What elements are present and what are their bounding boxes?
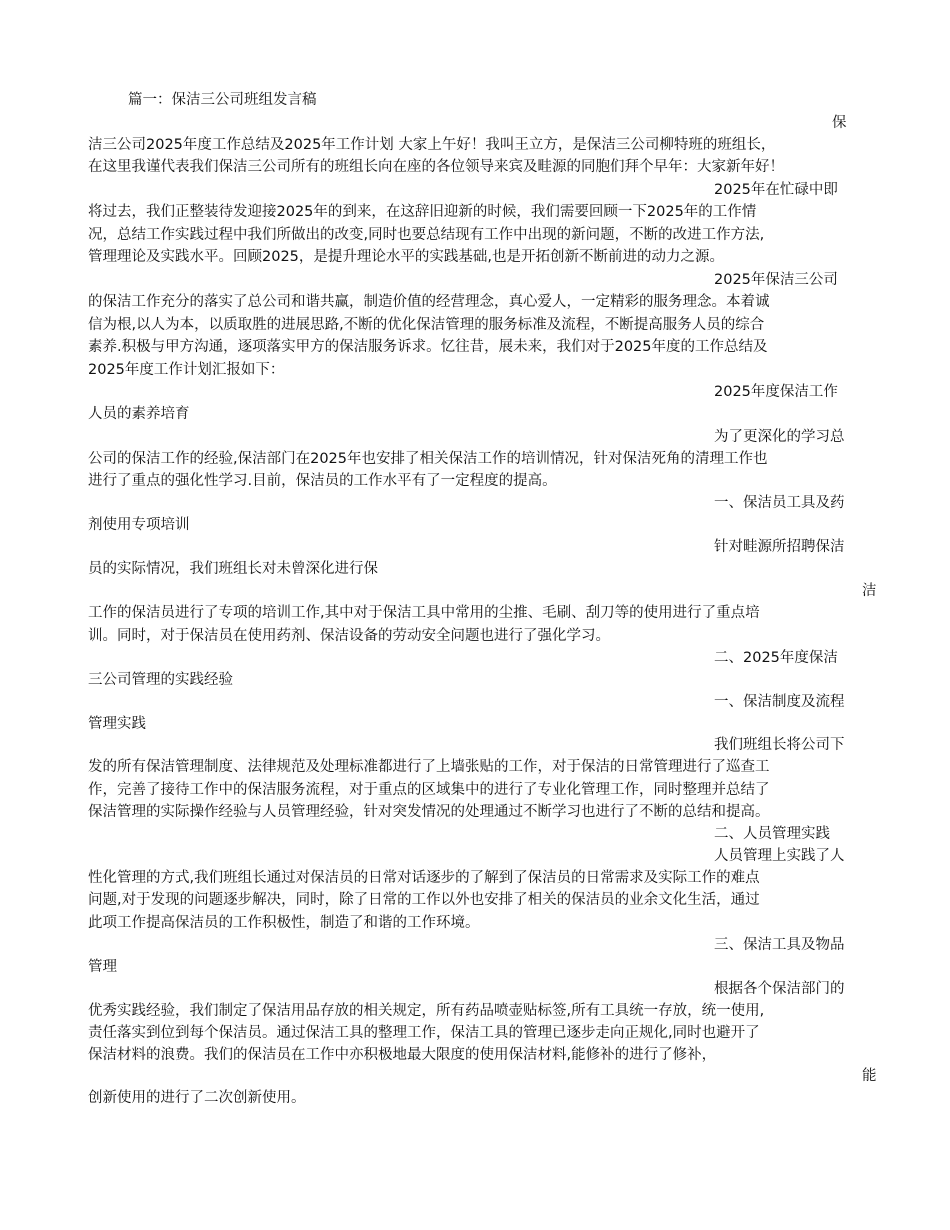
text-line: 针对畦源所招聘保洁	[714, 539, 845, 555]
text-line: 二、人员管理实践	[714, 826, 830, 842]
text-line: 训。同时，对于保洁员在使用药剂、保洁设备的劳动安全问题也进行了强化学习。	[88, 628, 610, 644]
text-line: 进行了重点的强化性学习.目前，保洁员的工作水平有了一定程度的提高。	[88, 473, 557, 489]
text-line: 的保洁工作充分的落实了总公司和谐共赢，制造价值的经营理念，真心爱人，一定精彩的服务理念。本着诚	[88, 294, 770, 310]
document-title: 篇一：保洁三公司班组发言稿	[128, 92, 317, 108]
text-line: 管理实践	[88, 716, 146, 732]
text-line: 一、保洁员工具及药	[714, 495, 845, 511]
text-line: 二、2025年度保洁	[714, 650, 838, 666]
text-line: 三公司管理的实践经验	[88, 672, 233, 688]
text-line: 员的实际情况，我们班组长对未曾深化进行保	[88, 561, 378, 577]
text-line: 2025年在忙碌中即	[714, 182, 838, 198]
text-line: 一、保洁制度及流程	[714, 694, 845, 710]
text-line: 2025年度工作计划汇报如下：	[88, 362, 285, 378]
text-line: 人员管理上实践了人	[714, 848, 845, 864]
text-line: 能	[862, 1068, 877, 1084]
text-line: 在这里我谨代表我们保洁三公司所有的班组长向在座的各位领导来宾及畦源的同胞们拜个早年：大家新年好！	[88, 159, 784, 175]
text-line: 保	[832, 115, 847, 131]
text-line: 将过去，我们正整装待发迎接2025年的到来，在这辞旧迎新的时候，我们需要回顾一下2025年的工作情	[88, 204, 757, 220]
text-line: 此项工作提高保洁员的工作积极性，制造了和谐的工作环境。	[88, 915, 480, 931]
text-line: 保洁管理的实际操作经验与人员管理经验，针对突发情况的处理通过不断学习也进行了不断的总结和提高。	[88, 804, 770, 820]
text-line: 三、保洁工具及物品	[714, 937, 845, 953]
text-line: 2025年保洁三公司	[714, 272, 838, 288]
text-line: 问题,对于发现的问题逐步解决，同时，除了日常的工作以外也安排了相关的保洁员的业余文化生活，通过	[88, 892, 760, 908]
text-line: 工作的保洁员进行了专项的培训工作,其中对于保洁工具中常用的尘推、毛刷、刮刀等的使用进行了重点培	[88, 605, 760, 621]
text-line: 况，总结工作实践过程中我们所做出的改变,同时也要总结现有工作中出现的新问题，不断的改进工作方法,	[88, 227, 765, 243]
text-line: 责任落实到位到每个保洁员。通过保洁工具的整理工作，保洁工具的管理已逐步走向正规化,同时也避开了	[88, 1025, 760, 1041]
text-line: 为了更深化的学习总	[714, 429, 845, 445]
text-line: 作，完善了接待工作中的保洁服务流程，对于重点的区域集中的进行了专业化管理工作，同时整理并总结了	[88, 782, 770, 798]
text-line: 信为根,以人为本，以质取胜的进展思路,不断的优化保洁管理的服务标准及流程，不断提高服务人员的综合	[88, 317, 765, 333]
text-line: 素养.积极与甲方沟通，逐项落实甲方的保洁服务诉求。忆往昔，展未来，我们对于2025年度的工作总结及	[88, 339, 768, 355]
text-line: 管理	[88, 959, 117, 975]
text-line: 剂使用专项培训	[88, 517, 190, 533]
text-line: 性化管理的方式,我们班组长通过对保洁员的日常对话逐步的了解到了保洁员的日常需求及实际工作的难点	[88, 870, 760, 886]
text-line: 公司的保洁工作的经验,保洁部门在2025年也安排了相关保洁工作的培训情况，针对保洁死角的清理工作也	[88, 451, 768, 467]
text-line: 管理理论及实践水平。回顾2025，是提升理论水平的实践基础,也是开拓创新不断前进的动力之源。	[88, 249, 725, 265]
text-line: 洁	[862, 583, 877, 599]
text-line: 2025年度保洁工作	[714, 384, 838, 400]
text-line: 创新使用的进行了二次创新使用。	[88, 1090, 306, 1106]
text-line: 优秀实践经验，我们制定了保洁用品存放的相关规定，所有药品喷壶贴标签,所有工具统一存放，统一使用,	[88, 1003, 765, 1019]
text-line: 人员的素养培育	[88, 406, 190, 422]
text-line: 发的所有保洁管理制度、法律规范及处理标准都进行了上墙张贴的工作，对于保洁的日常管理进行了巡查工	[88, 759, 770, 775]
text-line: 我们班组长将公司下	[714, 737, 845, 753]
text-line: 保洁材料的浪费。我们的保洁员在工作中亦积极地最大限度的使用保洁材料,能修补的进行了修补，	[88, 1047, 717, 1063]
text-line: 根据各个保洁部门的	[714, 981, 845, 997]
text-line: 洁三公司2025年度工作总结及2025年工作计划 大家上午好！我叫王立方，是保洁三公司柳特班的班组长，	[88, 137, 776, 153]
